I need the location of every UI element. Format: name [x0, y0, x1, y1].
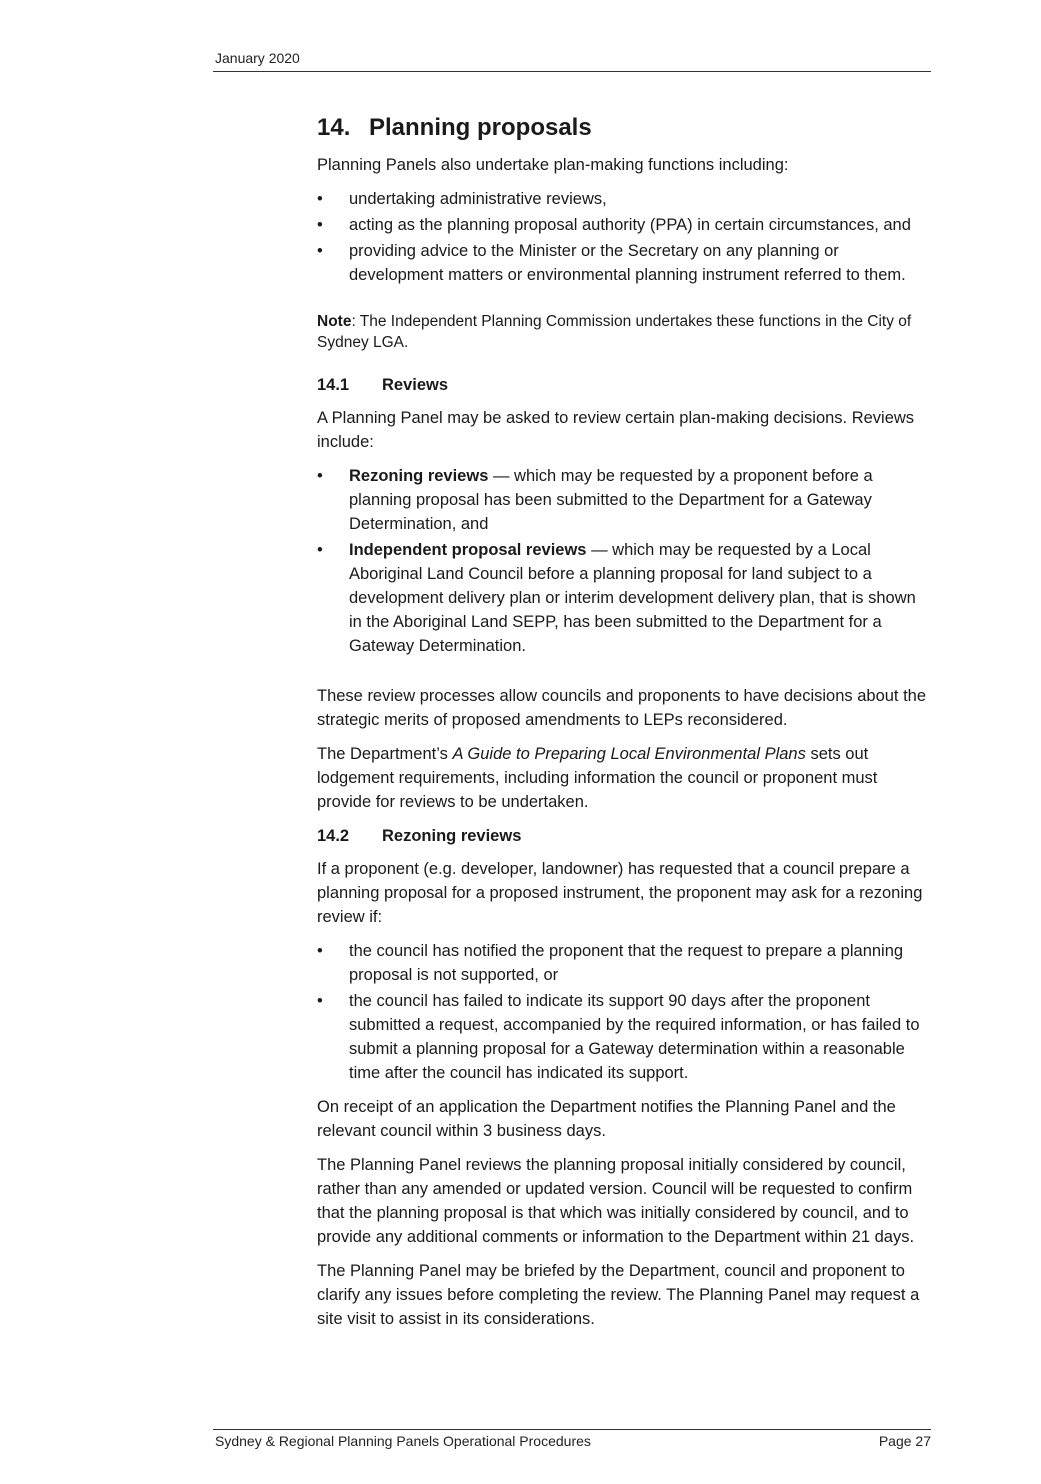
- list-item: [317, 538, 931, 658]
- subsection-title: Reviews: [382, 376, 449, 394]
- list-item-text: — which may be requested by a proponent before a planning proposal has been submitted to the Department for a Gateway Determination, and: [349, 467, 873, 533]
- guide-title: A Guide to Preparing Local Environmental Plans: [452, 745, 806, 763]
- list-item-text: providing advice to the Minister or the Secretary on any planning or development matters or environmental planning instrument referred to them.: [349, 242, 906, 284]
- note-label: Note: [317, 313, 352, 330]
- section-intro: Planning Panels also undertake plan-making functions including:: [317, 156, 789, 174]
- bullet-icon: •: [317, 541, 323, 559]
- bullet-icon: •: [317, 242, 323, 260]
- subsection-heading-reviews: [317, 373, 931, 397]
- bullet-icon: •: [317, 467, 323, 485]
- list-item: [317, 939, 931, 987]
- guide-paragraph: [317, 742, 931, 814]
- bullet-icon: •: [317, 942, 323, 960]
- page-number: Page 27: [878, 1433, 931, 1449]
- reviews-paragraph: These review processes allow councils and proponents to have decisions about the strategic merits of proposed amendments to LEPs reconsidered.: [317, 687, 927, 729]
- section-heading: [317, 112, 931, 144]
- list-item-bold: Rezoning reviews: [349, 467, 489, 485]
- panel-review-paragraph: The Planning Panel reviews the planning proposal initially considered by council, rather than any amended or updated version. Council will be requested to confirm that the planning proposal is that which was initially considered by council, and to provide any additional comments or information to the Department within 21 days.: [317, 1156, 915, 1246]
- note-text: : The Independent Planning Commission undertakes these functions in the City of Sydney LGA.: [317, 313, 912, 351]
- list-item: [317, 989, 931, 1085]
- subsection-title: Rezoning reviews: [382, 827, 522, 845]
- header-date: January 2020: [215, 50, 300, 66]
- list-item: [317, 187, 931, 211]
- reviews-intro: A Planning Panel may be asked to review certain plan-making decisions. Reviews include:: [317, 409, 915, 451]
- list-item-bold: Independent proposal reviews: [349, 541, 587, 559]
- subsection-number: 14.1: [317, 376, 350, 394]
- bullet-icon: •: [317, 216, 323, 234]
- guide-post: sets out lodgement requirements, including information the council or proponent must provide for reviews to be undertaken.: [317, 745, 878, 811]
- guide-pre: The Department’s: [317, 745, 453, 763]
- rezoning-intro: If a proponent (e.g. developer, landowner) has requested that a council prepare a planning proposal for a proposed instrument, the proponent may ask for a rezoning review if:: [317, 860, 923, 926]
- list-item-text: the council has notified the proponent that the request to prepare a planning proposal is not supported, or: [349, 942, 904, 984]
- list-item: [317, 213, 931, 237]
- list-item-text: undertaking administrative reviews,: [349, 190, 607, 208]
- list-item-text: the council has failed to indicate its support 90 days after the proponent submitted a request, accompanied by the required information, or has failed to submit a planning proposal for a Gateway determination within a reasonable time after the council has indicated its support.: [349, 992, 920, 1082]
- section-bullet-list: [317, 187, 931, 287]
- list-item: [317, 464, 931, 536]
- subsection-heading-rezoning: [317, 824, 931, 848]
- footer-rule: [213, 1429, 931, 1430]
- briefing-paragraph: The Planning Panel may be briefed by the Department, council and proponent to clarify any issues before completing the review. The Planning Panel may request a site visit to assist in its considerations.: [317, 1262, 920, 1328]
- reviews-bullet-list: [317, 464, 931, 658]
- bullet-icon: •: [317, 190, 323, 208]
- footer-title: Sydney & Regional Planning Panels Operational Procedures: [215, 1433, 591, 1449]
- rezoning-bullet-list: [317, 939, 931, 1085]
- page-content: [317, 112, 931, 1341]
- header-rule: [213, 71, 931, 72]
- subsection-number: 14.2: [317, 827, 350, 845]
- list-item-text: — which may be requested by a Local Aboriginal Land Council before a planning proposal for land subject to a development delivery plan or interim development delivery plan, that is shown in the Aboriginal Land SEPP, has been submitted to the Department for a Gateway Determination.: [349, 541, 916, 655]
- list-item: [317, 239, 931, 287]
- section-number: 14.: [317, 114, 351, 141]
- receipt-paragraph: On receipt of an application the Department notifies the Planning Panel and the relevant council within 3 business days.: [317, 1098, 896, 1140]
- note: [317, 311, 931, 353]
- bullet-icon: •: [317, 992, 323, 1010]
- section-title: Planning proposals: [369, 114, 592, 141]
- list-item-text: acting as the planning proposal authority (PPA) in certain circumstances, and: [349, 216, 911, 234]
